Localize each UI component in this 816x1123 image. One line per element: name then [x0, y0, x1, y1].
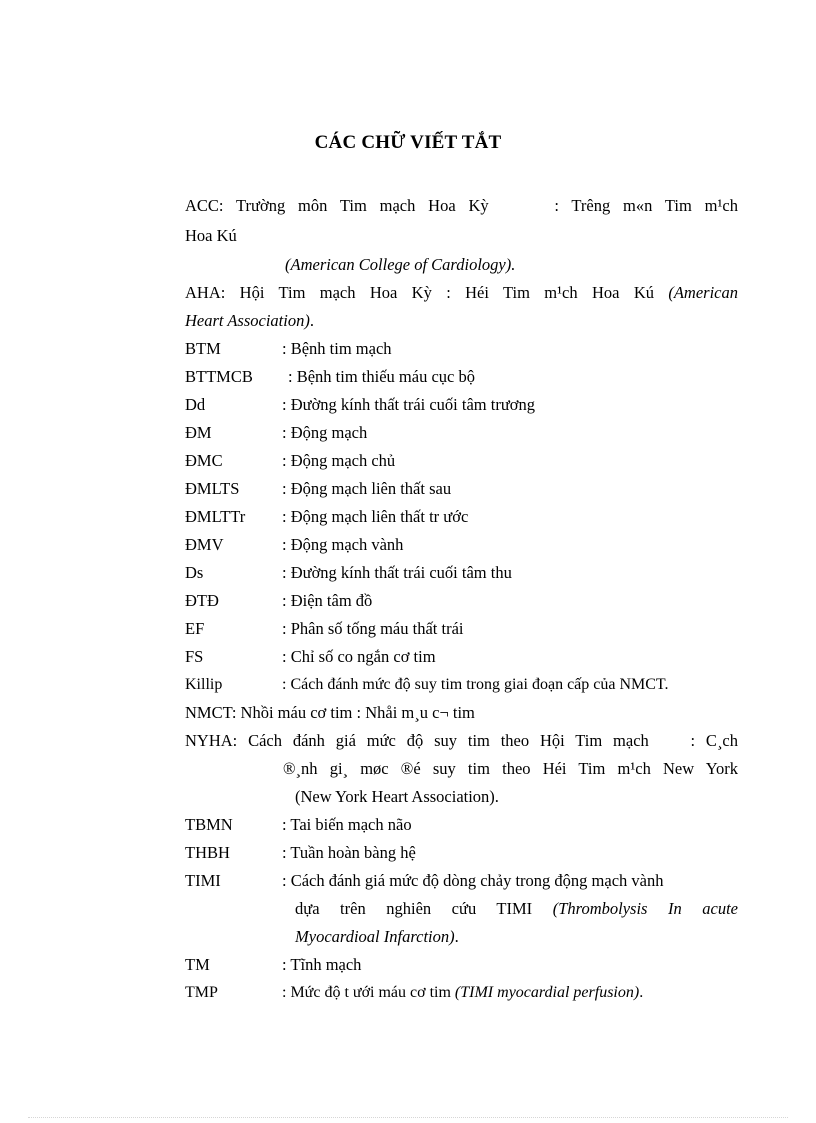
- timi-english-start: (Thrombolysis In acute: [552, 899, 738, 918]
- nyha-text: NYHA: Cách đánh giá mức độ suy tim theo Hội Tim mạch: [185, 731, 649, 750]
- entry-abbr: ĐMLTS: [185, 479, 240, 498]
- entry-nmct: NMCT: Nhồi máu cơ tim : Nhåi m¸u c¬ tim: [185, 703, 475, 722]
- nyha-line-1: [185, 731, 738, 751]
- entry-def: : Động mạch chủ: [282, 451, 396, 470]
- entry-def: : Tĩnh mạch: [282, 955, 362, 974]
- timi-period: .: [454, 927, 459, 946]
- acc-text: ACC: Trường môn Tim mạch Hoa Kỳ: [185, 196, 489, 215]
- entry-bttmcb: [185, 367, 738, 387]
- timi-def-2: dựa trên nghiên cứu TIMI: [295, 899, 533, 918]
- entry-def: : Tai biến mạch não: [282, 815, 412, 834]
- entry-dtd: [185, 591, 738, 611]
- entry-abbr: BTTMCB: [185, 367, 253, 386]
- aha-english-start: (American: [668, 283, 739, 302]
- entry-abbr: ĐMC: [185, 451, 223, 470]
- nyha-line-2: ®¸nh gi¸ møc ®é suy tim theo Héi Tim m¹ch New York: [283, 759, 738, 778]
- entry-abbr: EF: [185, 619, 205, 638]
- entry-abbr: Killip: [185, 676, 223, 693]
- entry-def: : Cách đánh mức độ suy tim trong giai đoạn cấp của NMCT.: [282, 676, 669, 693]
- page-bottom-divider: [28, 1117, 788, 1118]
- aha-period: .: [309, 311, 314, 330]
- timi-def-1: : Cách đánh giá mức độ dòng chảy trong động mạch vành: [282, 871, 664, 890]
- acc-legacy-text: : Trêng m«n Tim m¹ch: [554, 196, 739, 215]
- acc-line-1: [185, 196, 738, 216]
- page-title: CÁC CHỮ VIẾT TẮT: [314, 132, 502, 153]
- entry-abbr: ĐTĐ: [185, 591, 219, 610]
- entry-def: : Động mạch vành: [282, 535, 404, 554]
- entry-dd: [185, 395, 738, 415]
- entry-tmp: [185, 983, 738, 1003]
- aha-line-1: [185, 283, 738, 303]
- aha-line-2: [185, 311, 738, 331]
- entry-def: : Đường kính thất trái cuối tâm trương: [282, 395, 536, 414]
- entry-def: : Động mạch liên thất tr ước: [282, 507, 469, 526]
- tmp-english: (TIMI myocardial perfusion): [454, 984, 640, 1001]
- entry-dmlts: [185, 479, 738, 499]
- tmp-period: .: [639, 984, 644, 1001]
- acc-line-2: Hoa Kú: [185, 226, 237, 245]
- aha-english-end: Heart Association): [185, 311, 310, 330]
- entry-def: : Tuần hoàn bàng hệ: [282, 843, 416, 862]
- entry-dmc: [185, 451, 738, 471]
- entry-btm: [185, 339, 738, 359]
- entry-abbr: BTM: [185, 339, 221, 358]
- entry-def: : Động mạch liên thất sau: [282, 479, 452, 498]
- entry-abbr: Ds: [185, 563, 204, 582]
- nyha-line-3: (New York Heart Association).: [295, 787, 499, 806]
- entry-ds: [185, 563, 738, 583]
- entry-abbr: Dd: [185, 395, 206, 414]
- entry-def: : Bệnh tim mạch: [282, 339, 392, 358]
- entry-thbh: [185, 843, 738, 863]
- timi-line-2: [185, 899, 738, 919]
- entry-abbr: TM: [185, 955, 210, 974]
- entry-ef: [185, 619, 738, 639]
- entry-fs: [185, 647, 738, 667]
- entry-killip: [185, 675, 738, 695]
- entry-tbmn: [185, 815, 738, 835]
- entry-dmlttr: [185, 507, 738, 527]
- timi-line-1: [185, 871, 738, 891]
- entry-abbr: ĐMLTTr: [185, 507, 246, 526]
- entry-abbr: TMP: [185, 984, 218, 1001]
- entry-dmv: [185, 535, 738, 555]
- entry-abbr: ĐMV: [185, 535, 224, 554]
- entry-def: : Bệnh tim thiếu máu cục bộ: [288, 367, 475, 386]
- entry-dm: [185, 423, 738, 443]
- entry-def: : Phân số tống máu thất trái: [282, 619, 464, 638]
- acc-english: (American College of Cardiology).: [285, 255, 516, 274]
- timi-english-end: Myocardioal Infarction): [295, 927, 455, 946]
- timi-line-3: [185, 927, 816, 947]
- entry-abbr: THBH: [185, 843, 230, 862]
- entry-abbr: ĐM: [185, 423, 212, 442]
- entry-def: : Điện tâm đồ: [282, 591, 373, 610]
- entry-def: : Chỉ số co ngắn cơ tim: [282, 647, 436, 666]
- entry-def: : Mức độ t ưới máu cơ tim: [282, 984, 451, 1001]
- entry-def: : Động mạch: [282, 423, 368, 442]
- aha-legacy-text: : Héi Tim m¹ch Hoa Kú: [446, 283, 654, 302]
- entry-abbr: FS: [185, 647, 204, 666]
- aha-text: AHA: Hội Tim mạch Hoa Kỳ: [185, 283, 432, 302]
- acc-line-3: [185, 255, 816, 275]
- entry-tm: [185, 955, 738, 975]
- entry-abbr: TIMI: [185, 871, 221, 890]
- nyha-legacy-text: : C¸ch: [690, 731, 739, 750]
- entry-abbr: TBMN: [185, 815, 233, 834]
- entry-def: : Đường kính thất trái cuối tâm thu: [282, 563, 512, 582]
